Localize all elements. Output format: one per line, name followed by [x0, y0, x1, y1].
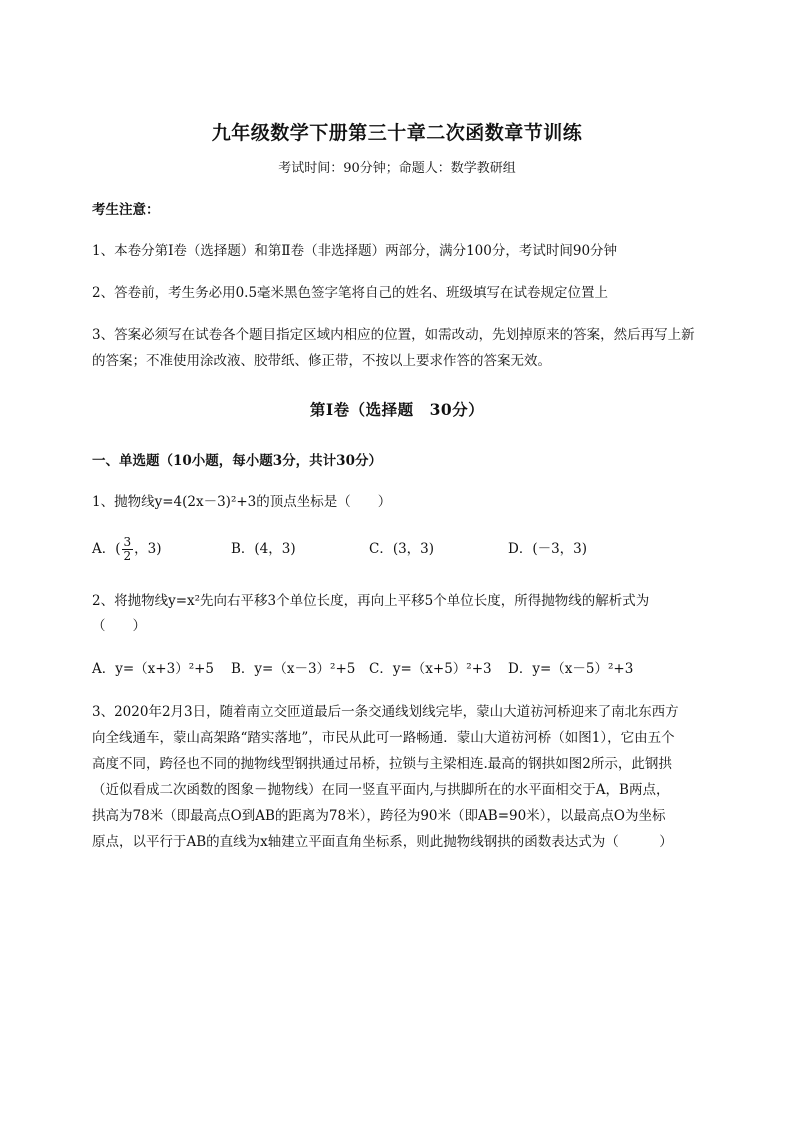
part-heading: 一、单选题（10小题，每小题3分，共计30分） — [92, 453, 382, 469]
question-3-stem-line-5: 拱高为78米（即最高点O到AB的距离为78米），跨径为90米（即AB=90米），以最高点O为坐标 — [92, 808, 666, 824]
page-title: 九年级数学下册第三十章二次函数章节训练 — [211, 122, 583, 144]
option-a-prefix: A．( — [92, 541, 121, 557]
question-2-stem-cont: （ ） — [92, 618, 146, 634]
question-1-option-b: B．(4，3) — [231, 541, 296, 557]
question-3-stem-line-4: （近似看成二次函数的图象－抛物线）在同一竖直平面内,与拱脚所在的水平面相交于A，B两点， — [92, 782, 670, 798]
question-1-option-d: D．(－3，3) — [508, 541, 588, 557]
fraction-numerator: 3 — [123, 535, 132, 549]
question-1-options — [92, 536, 752, 566]
question-1-option-c: C．(3，3) — [369, 541, 435, 557]
notice-item-2: 2、答卷前，考生务必用0.5毫米黑色签字笔将自己的姓名、班级填写在试卷规定位置上 — [92, 285, 609, 301]
section-title: 第I卷（选择题 30分） — [309, 400, 485, 419]
question-3-stem-line-1: 3、2020年2月3日，随着南立交匝道最后一条交通线划线完毕，蒙山大道祊河桥迎来了南北东西方 — [92, 704, 679, 720]
notice-heading: 考生注意： — [92, 202, 160, 218]
question-1-stem: 1、抛物线y=4(2x－3)²+3的顶点坐标是（ ） — [92, 494, 392, 510]
fraction-denominator: 2 — [123, 549, 132, 563]
question-3-stem-line-3: 高度不同，跨径也不同的抛物线型钢拱通过吊桥，拉锁与主梁相连.最高的钢拱如图2所示，此钢拱 — [92, 756, 672, 772]
question-2-option-a: A．y=（x+3）²+5 — [92, 661, 215, 677]
question-2-options — [92, 656, 752, 686]
question-3-stem-line-6: 原点，以平行于AB的直线为x轴建立平面直角坐标系，则此抛物线钢拱的函数表达式为（ ） — [92, 834, 673, 850]
notice-item-1: 1、本卷分第I卷（选择题）和第Ⅱ卷（非选择题）两部分，满分100分，考试时间90分钟 — [92, 243, 618, 259]
fraction — [122, 536, 134, 563]
option-a-suffix: ，3) — [134, 541, 162, 557]
notice-item-3-cont: 的答案；不准使用涂改液、胶带纸、修正带，不按以上要求作答的答案无效。 — [92, 353, 551, 369]
exam-info: 考试时间：90分钟；命题人：数学教研组 — [278, 161, 516, 176]
notice-item-3: 3、答案必须写在试卷各个题目指定区域内相应的位置，如需改动，先划掉原来的答案，然后再写上新 — [92, 327, 695, 343]
question-2-option-c: C．y=（x+5）²+3 — [369, 661, 492, 677]
question-2-stem: 2、将抛物线y=x²先向右平移3个单位长度，再向上平移5个单位长度，所得抛物线的解析式为 — [92, 593, 650, 609]
question-2-option-d: D．y=（x－5）²+3 — [508, 661, 634, 677]
question-2-option-b: B．y=（x－3）²+5 — [231, 661, 356, 677]
question-1-option-a — [92, 536, 162, 563]
question-3-stem-line-2: 向全线通车，蒙山高架路“踏实落地”，市民从此可一路畅通．蒙山大道祊河桥（如图1），它由五个 — [92, 730, 675, 746]
